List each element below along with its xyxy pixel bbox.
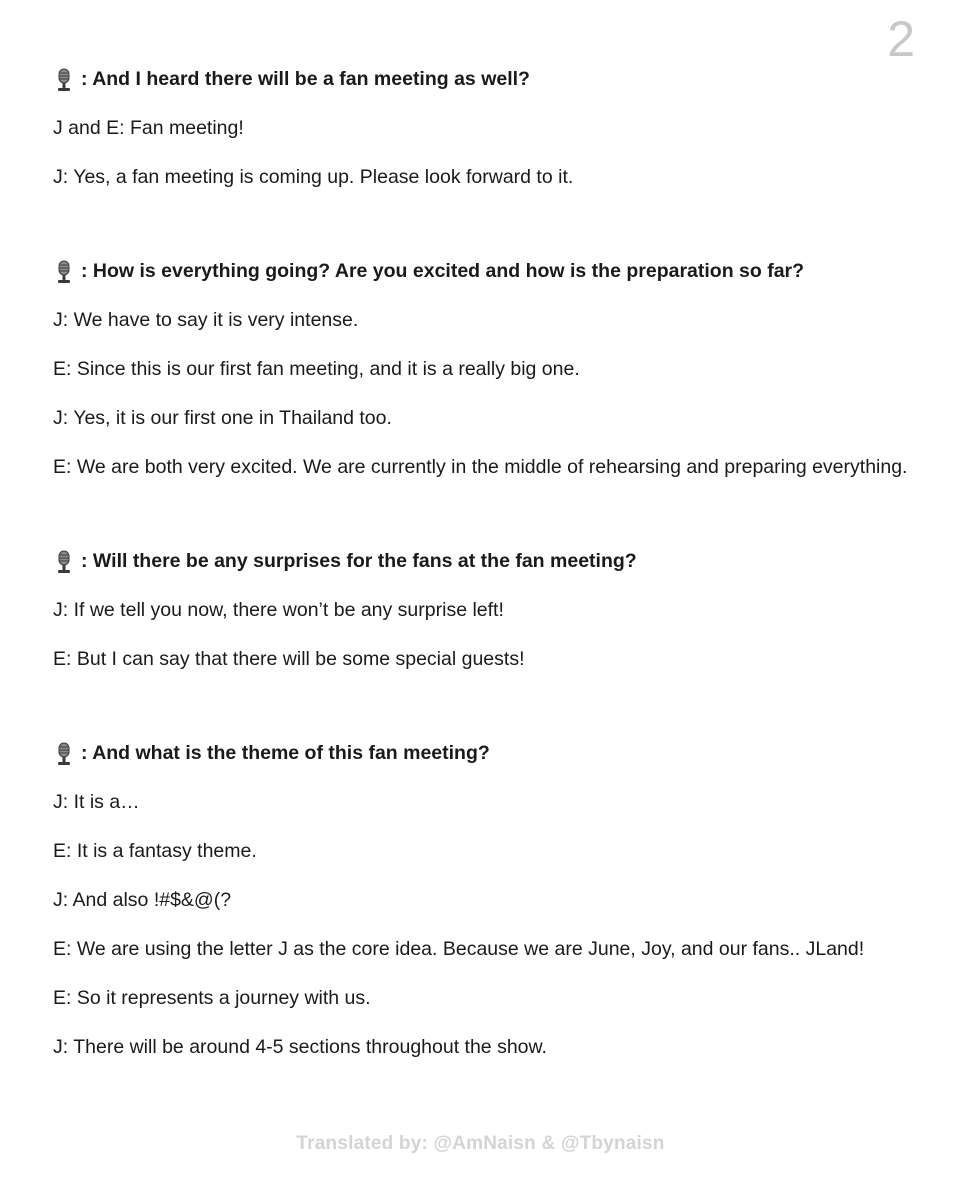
question-text: : Will there be any surprises for the fans at the fan meeting?	[81, 550, 637, 572]
question-2	[53, 258, 913, 285]
answer-line: E: It is a fantasy theme.	[53, 840, 257, 862]
qa-section-3	[53, 548, 913, 673]
question-3	[53, 548, 913, 575]
interview-content	[53, 66, 913, 1061]
qa-section-4	[53, 740, 913, 1061]
microphone-icon	[53, 260, 75, 284]
answer-line: E: So it represents a journey with us.	[53, 987, 371, 1009]
answer-line: J: If we tell you now, there won’t be any surprise left!	[53, 599, 504, 621]
microphone-icon	[53, 550, 75, 574]
qa-section-2	[53, 258, 913, 481]
translator-credit: Translated by: @AmNaisn & @Tbynaisn	[296, 1133, 665, 1154]
answer-line: J: Yes, a fan meeting is coming up. Please look forward to it.	[53, 166, 574, 188]
page-number: 2	[887, 11, 915, 67]
answer-line: E: We are both very excited. We are currently in the middle of rehearsing and preparing everything.	[53, 456, 908, 478]
answer-line: J: It is a…	[53, 791, 140, 813]
microphone-icon	[53, 742, 75, 766]
answer-line: E: But I can say that there will be some special guests!	[53, 648, 525, 670]
answer-line: J: Yes, it is our first one in Thailand too.	[53, 407, 392, 429]
question-1	[53, 66, 913, 93]
answer-line: E: Since this is our first fan meeting, and it is a really big one.	[53, 358, 580, 380]
answer-line: J: And also !#$&@(?	[53, 889, 232, 911]
question-text: : And I heard there will be a fan meeting as well?	[81, 68, 530, 90]
qa-section-1	[53, 66, 913, 191]
answer-line: J and E: Fan meeting!	[53, 117, 244, 139]
question-text: : How is everything going? Are you excited and how is the preparation so far?	[81, 260, 805, 282]
answer-line: J: There will be around 4-5 sections throughout the show.	[53, 1036, 547, 1058]
question-text: : And what is the theme of this fan meeting?	[81, 742, 490, 764]
answer-line: E: We are using the letter J as the core idea. Because we are June, Joy, and our fans.. JLand!	[53, 938, 865, 960]
question-4	[53, 740, 913, 767]
answer-line: J: We have to say it is very intense.	[53, 309, 359, 331]
microphone-icon	[53, 68, 75, 92]
